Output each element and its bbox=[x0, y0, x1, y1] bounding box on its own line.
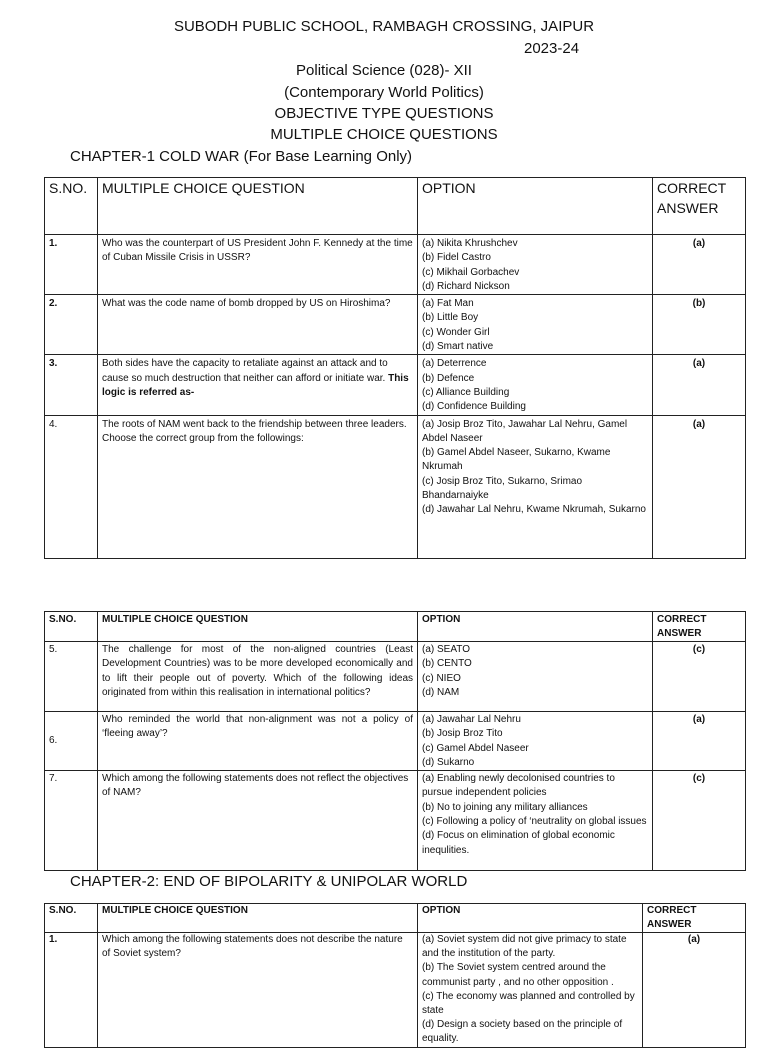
option-c: (c) Gamel Abdel Naseer bbox=[422, 742, 529, 754]
chapter2-title: CHAPTER-2: END OF BIPOLARITY & UNIPOLAR WORLD bbox=[70, 873, 468, 890]
row-answer: (c) bbox=[653, 771, 746, 871]
option-d: (d) Smart native bbox=[422, 341, 494, 353]
question-subtype: MULTIPLE CHOICE QUESTIONS bbox=[270, 126, 498, 143]
table-row bbox=[45, 712, 746, 771]
col-header-answer: CORRECT ANSWER bbox=[643, 904, 746, 933]
row-question: What was the code name of bomb dropped by US on Hiroshima? bbox=[98, 295, 418, 355]
option-c: (c) The economy was planned and controlled by state bbox=[422, 990, 635, 1017]
row-sno: 5. bbox=[45, 642, 98, 712]
col-header-question: MULTIPLE CHOICE QUESTION bbox=[98, 178, 418, 235]
option-d: (d) Confidence Building bbox=[422, 401, 526, 413]
row-options bbox=[418, 295, 653, 355]
option-c: (c) Alliance Building bbox=[422, 386, 510, 398]
row-question: Who was the counterpart of US President John F. Kennedy at the time of Cuban Missile Crisis in USSR? bbox=[98, 235, 418, 295]
col-header-question: MULTIPLE CHOICE QUESTION bbox=[98, 612, 418, 642]
table-header-row bbox=[45, 178, 746, 235]
row-options bbox=[418, 642, 653, 712]
option-c: (c) Josip Broz Tito, Sukarno, Srimao Bhandarnaiyke bbox=[422, 475, 583, 502]
row-answer: (a) bbox=[653, 355, 746, 415]
col-header-option: OPTION bbox=[418, 904, 643, 933]
table-row bbox=[45, 415, 746, 558]
option-a: (a) Deterrence bbox=[422, 358, 487, 370]
option-b: (b) Defence bbox=[422, 372, 475, 384]
row-sno: 4. bbox=[45, 415, 98, 558]
option-a: (a) Enabling newly decolonised countries to pursue independent policies bbox=[422, 773, 615, 799]
row-question: Which among the following statements does not describe the nature of Soviet system? bbox=[98, 933, 418, 1048]
row-options bbox=[418, 235, 653, 295]
table-row bbox=[45, 355, 746, 415]
option-a: (a) Jawahar Lal Nehru bbox=[422, 714, 521, 725]
row-question bbox=[98, 355, 418, 415]
row-sno: 2. bbox=[45, 295, 98, 355]
table-header-row bbox=[45, 904, 746, 933]
row-options bbox=[418, 712, 653, 771]
table-row bbox=[45, 933, 746, 1048]
row-options bbox=[418, 933, 643, 1048]
option-d: (d) Jawahar Lal Nehru, Kwame Nkrumah, Sukarno bbox=[422, 504, 646, 516]
question-type: OBJECTIVE TYPE QUESTIONS bbox=[274, 105, 494, 122]
question-bold-text: This logic is referred as- bbox=[102, 372, 409, 398]
option-b: (b) Gamel Abdel Naseer, Sukarno, Kwame Nkrumah bbox=[422, 447, 611, 473]
chapter2-table bbox=[44, 903, 746, 1048]
row-question: The roots of NAM went back to the friendship between three leaders. Choose the correct group from the followings: bbox=[98, 415, 418, 558]
option-d: (d) Design a society based on the principle of equality. bbox=[422, 1019, 623, 1045]
row-sno: 1. bbox=[45, 933, 98, 1048]
row-question: Which among the following statements does not reflect the objectives of NAM? bbox=[98, 771, 418, 871]
table-row bbox=[45, 642, 746, 712]
option-d: (d) Richard Nickson bbox=[422, 280, 510, 292]
col-header-answer: CORRECT ANSWER bbox=[653, 178, 746, 235]
academic-year: 2023-24 bbox=[524, 40, 580, 57]
col-header-sno: S.NO. bbox=[45, 612, 98, 642]
row-answer: (a) bbox=[643, 933, 746, 1048]
row-answer: (a) bbox=[653, 415, 746, 558]
option-d: (d) NAM bbox=[422, 686, 460, 698]
col-header-option: OPTION bbox=[418, 612, 653, 642]
col-header-sno: S.NO. bbox=[45, 904, 98, 933]
option-b: (b) No to joining any military alliances bbox=[422, 801, 588, 813]
option-a: (a) Soviet system did not give primacy to state and the institution of the party. bbox=[422, 934, 627, 960]
option-d: (d) Focus on elimination of global economic inequlities. bbox=[422, 830, 615, 856]
col-header-sno: S.NO. bbox=[45, 178, 98, 235]
row-sno: 7. bbox=[45, 771, 98, 871]
table-row bbox=[45, 295, 746, 355]
question-text: Both sides have the capacity to retaliate against an attack and to cause so much destruction that neither can afford or initiate war. bbox=[102, 358, 388, 384]
option-b: (b) Little Boy bbox=[422, 312, 479, 324]
row-options bbox=[418, 771, 653, 871]
chapter1-continued-table bbox=[44, 611, 746, 871]
option-c: (c) Following a policy of ‘neutrality on global issues bbox=[422, 816, 647, 828]
row-answer: (a) bbox=[653, 235, 746, 295]
book-title: (Contemporary World Politics) bbox=[284, 84, 484, 101]
option-a: (a) SEATO bbox=[422, 644, 470, 655]
option-c: (c) Wonder Girl bbox=[422, 326, 490, 338]
chapter1-table bbox=[44, 177, 746, 559]
subject-title: Political Science (028)- XII bbox=[296, 62, 472, 79]
col-header-answer: CORRECT ANSWER bbox=[653, 612, 746, 642]
option-a: (a) Fat Man bbox=[422, 298, 474, 310]
row-options bbox=[418, 415, 653, 558]
option-a: (a) Josip Broz Tito, Jawahar Lal Nehru, Gamel Abdel Naseer bbox=[422, 418, 628, 444]
row-question: Who reminded the world that non-alignment was not a policy of ‘fleeing away’? bbox=[98, 712, 418, 771]
table-row bbox=[45, 771, 746, 871]
row-sno: 6. bbox=[45, 712, 98, 771]
row-options bbox=[418, 355, 653, 415]
option-c: (c) Mikhail Gorbachev bbox=[422, 266, 520, 278]
row-answer: (c) bbox=[653, 642, 746, 712]
row-sno: 3. bbox=[45, 355, 98, 415]
row-answer: (b) bbox=[653, 295, 746, 355]
chapter1-title: CHAPTER-1 COLD WAR (For Base Learning Only) bbox=[70, 148, 413, 165]
table-header-row bbox=[45, 612, 746, 642]
row-answer: (a) bbox=[653, 712, 746, 771]
row-sno: 1. bbox=[45, 235, 98, 295]
option-b: (b) Josip Broz Tito bbox=[422, 728, 503, 740]
school-name: SUBODH PUBLIC SCHOOL, RAMBAGH CROSSING, JAIPUR bbox=[173, 18, 595, 35]
option-a: (a) Nikita Khrushchev bbox=[422, 238, 518, 249]
row-question: The challenge for most of the non-aligned countries (Least Development Countries) was to be more developed economically and to lift their people out of poverty. Which of the following ideas originated from within this realisation in international politics? bbox=[98, 642, 418, 712]
option-c: (c) NIEO bbox=[422, 672, 461, 684]
table-row bbox=[45, 235, 746, 295]
col-header-question: MULTIPLE CHOICE QUESTION bbox=[98, 904, 418, 933]
option-b: (b) CENTO bbox=[422, 658, 472, 670]
option-d: (d) Sukarno bbox=[422, 756, 475, 768]
col-header-option: OPTION bbox=[418, 178, 653, 235]
option-b: (b) Fidel Castro bbox=[422, 252, 491, 264]
option-b: (b) The Soviet system centred around the communist party , and no other opposition . bbox=[422, 962, 614, 988]
